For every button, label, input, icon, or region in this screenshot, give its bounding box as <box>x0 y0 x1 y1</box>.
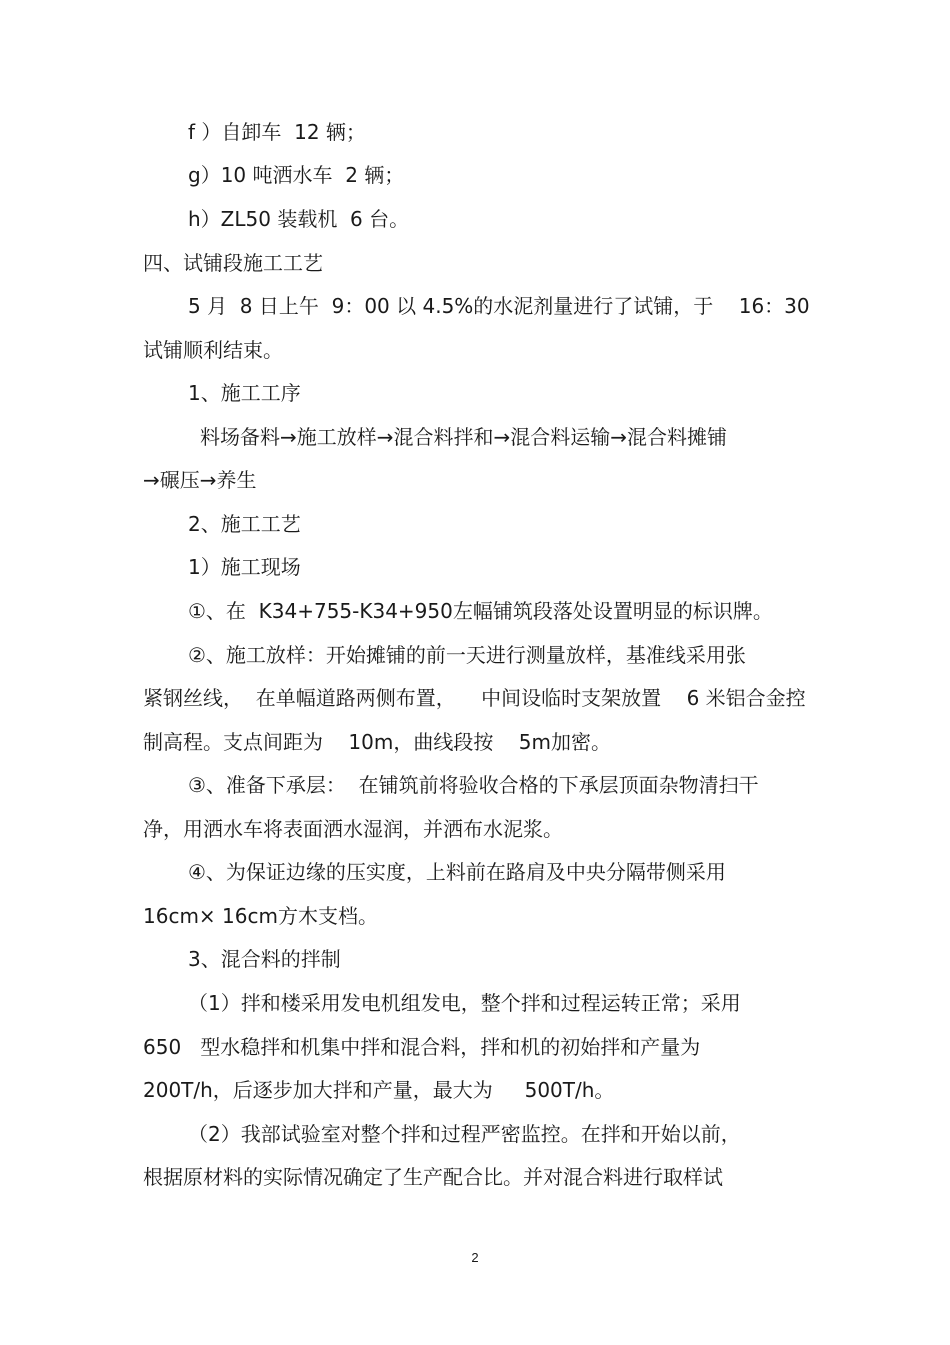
paragraph-line: 16cm× 16cm方木支档。 <box>143 904 378 928</box>
subheading-1: 1、施工工序 <box>188 381 301 405</box>
paragraph-line: 试铺顺利结束。 <box>143 338 283 362</box>
equipment-item-h: h）ZL50 装载机 6 台。 <box>188 207 410 231</box>
equipment-item-f: f ）自卸车 12 辆； <box>188 120 366 144</box>
paragraph-line: 根据原材料的实际情况确定了生产配合比。并对混合料进行取样试 <box>143 1165 723 1189</box>
process-flow-line: 料场备料→施工放样→混合料拌和→混合料运输→混合料摊铺 <box>200 425 728 449</box>
subheading-2: 2、施工工艺 <box>188 512 301 536</box>
paragraph-line: 制高程。支点间距为 10m，曲线段按 5m加密。 <box>143 730 611 754</box>
paragraph-line: ④、为保证边缘的压实度，上料前在路肩及中央分隔带侧采用 <box>188 860 726 884</box>
paragraph-line: （2）我部试验室对整个拌和过程严密监控。在拌和开始以前， <box>188 1122 741 1146</box>
paragraph-line: ③、准备下承层： 在铺筑前将验收合格的下承层顶面杂物清扫干 <box>188 773 759 797</box>
paragraph-line: ②、施工放样：开始摊铺的前一天进行测量放样，基准线采用张 <box>188 643 746 667</box>
page-number: 2 <box>471 1250 479 1265</box>
paragraph-line: （1）拌和楼采用发电机组发电，整个拌和过程运转正常；采用 <box>188 991 741 1015</box>
paragraph-line: 650 型水稳拌和机集中拌和混合料，拌和机的初始拌和产量为 <box>143 1035 701 1059</box>
paragraph-line: 净，用洒水车将表面洒水湿润，并洒布水泥浆。 <box>143 817 563 841</box>
paragraph-line: 紧钢丝线， 在单幅道路两侧布置， 中间设临时支架放置 6 米铝合金控 <box>143 686 806 710</box>
subheading-2-1: 1）施工现场 <box>188 555 301 579</box>
paragraph-line: ①、在 K34+755-K34+950左幅铺筑段落处设置明显的标识牌。 <box>188 599 773 623</box>
process-flow-line: →碾压→养生 <box>143 468 257 492</box>
equipment-item-g: g）10 吨洒水车 2 辆； <box>188 163 405 187</box>
paragraph-line: 5 月 8 日上午 9：00 以 4.5%的水泥剂量进行了试铺，于 16：30 <box>188 294 810 318</box>
paragraph-line: 200T/h，后逐步加大拌和产量，最大为 500T/h。 <box>143 1078 615 1102</box>
subheading-3: 3、混合料的拌制 <box>188 947 341 971</box>
section-heading-4: 四、试铺段施工工艺 <box>143 251 323 275</box>
